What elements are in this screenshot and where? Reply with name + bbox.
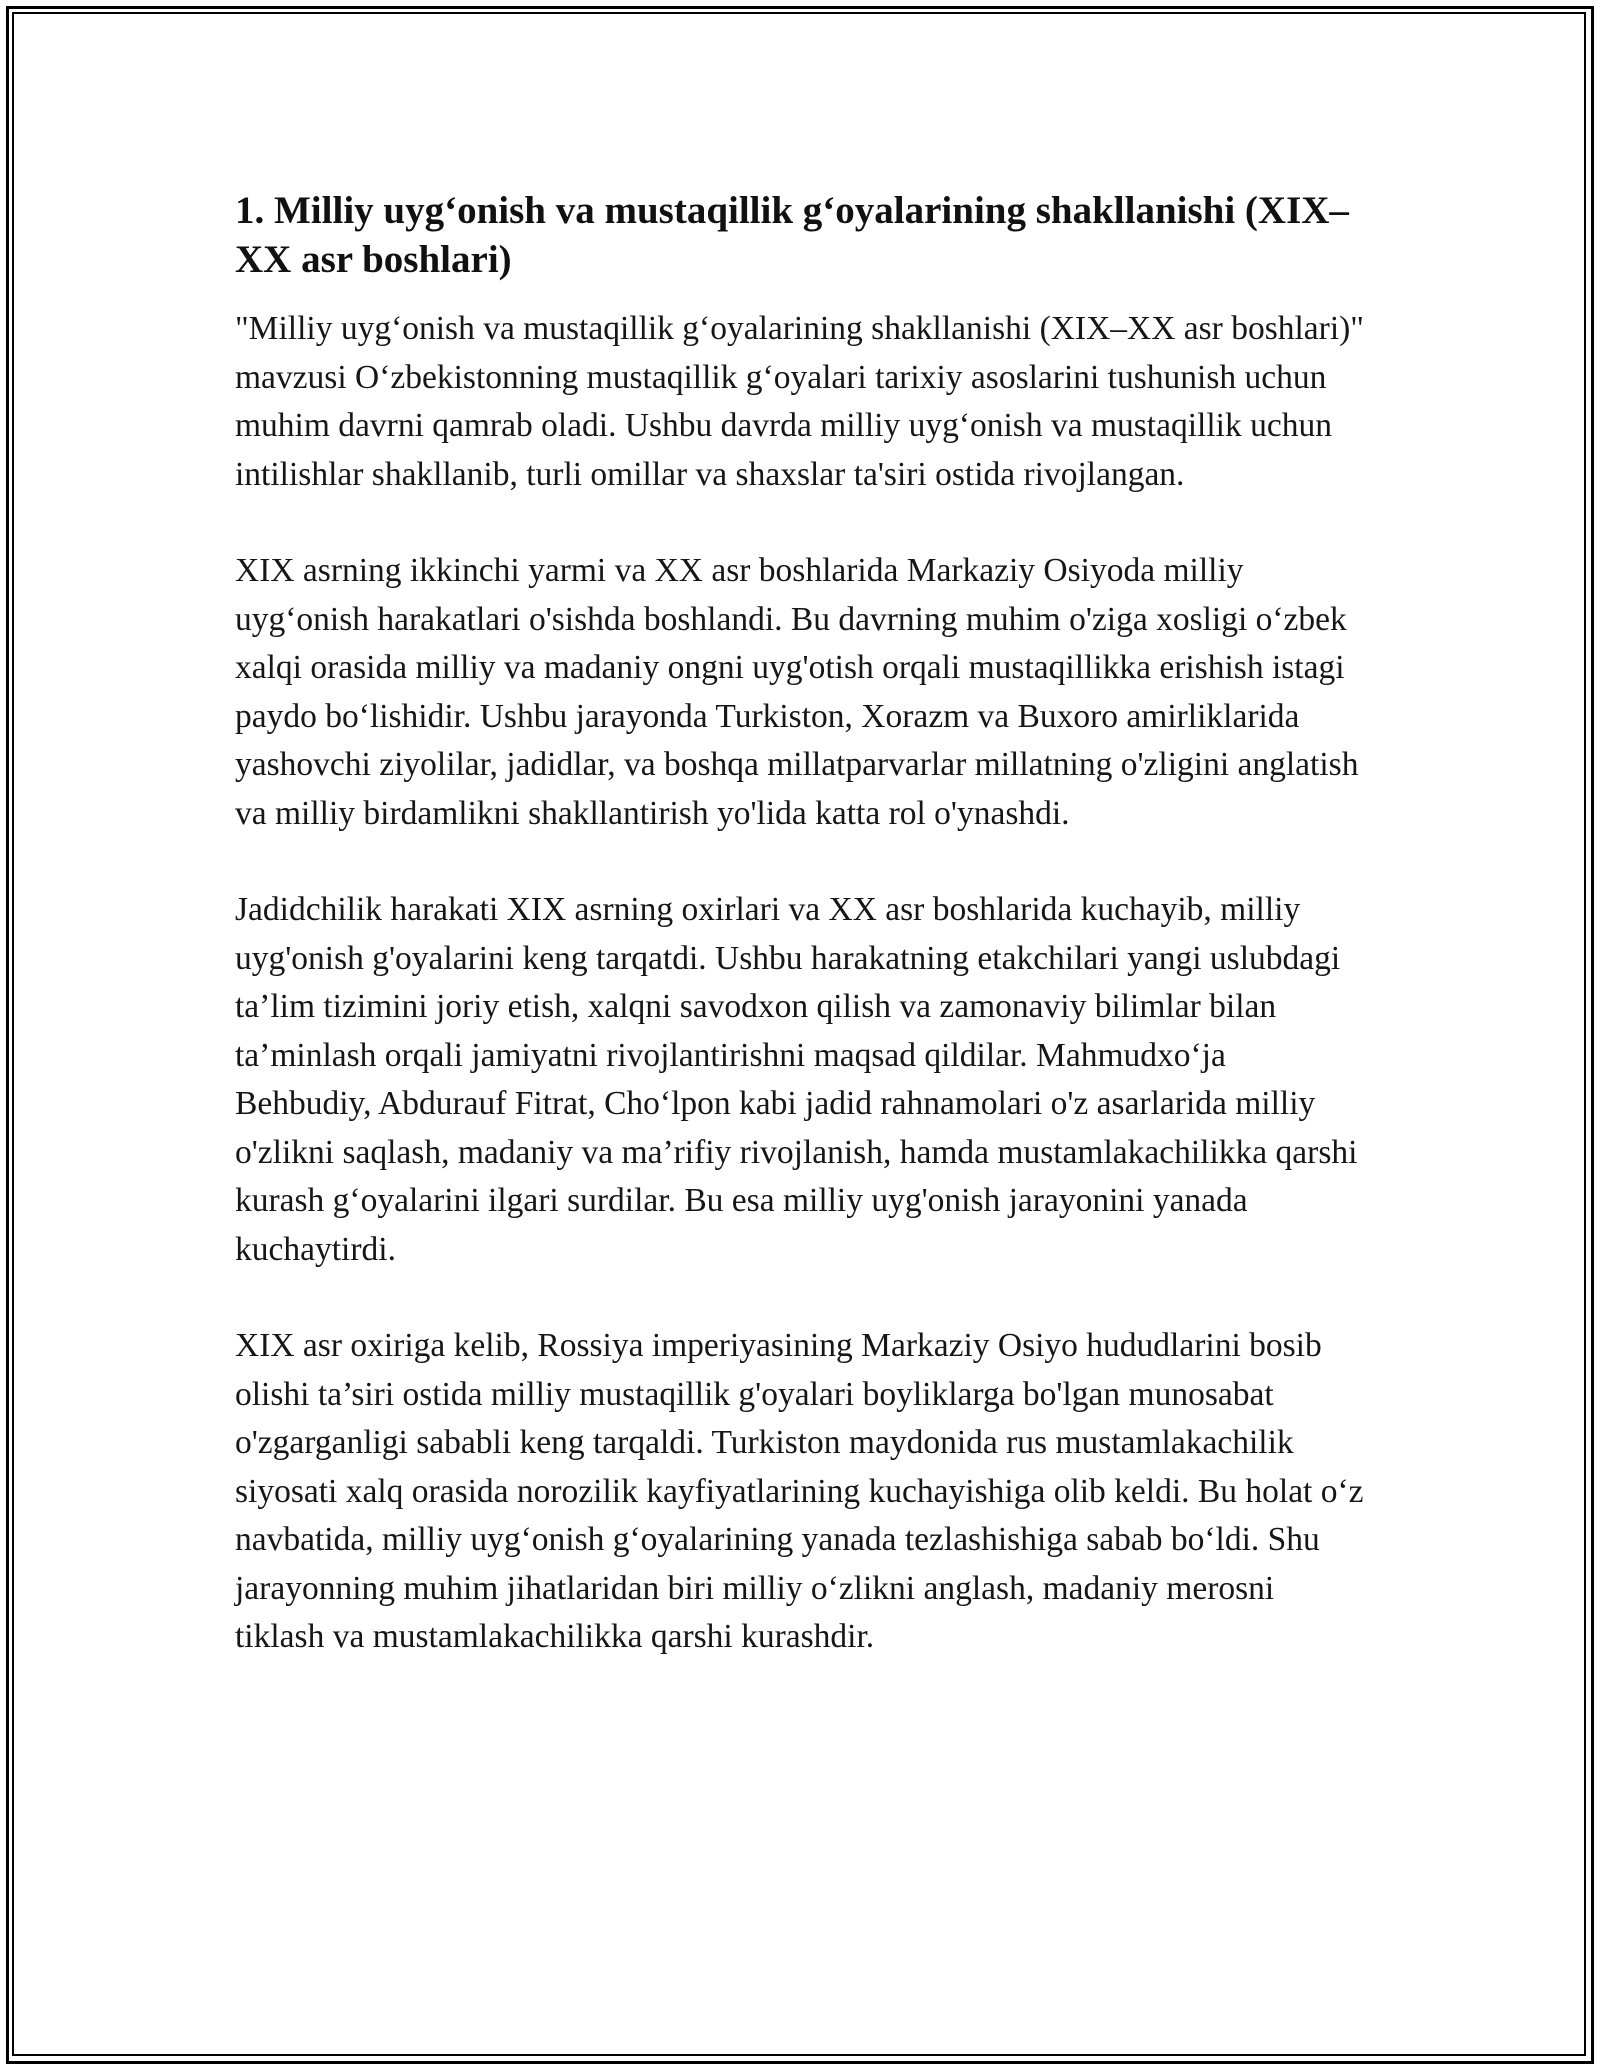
paragraph-intro: "Milliy uyg‘onish va mustaqillik g‘oyalarining shakllanishi (XIX–XX asr boshlari)" mavzusi O‘zbekistonning mustaqillik g‘oyalari tarixiy asoslarini tushunish uchun muhim davrni qamrab oladi. Ushbu davrda milliy uyg‘onish va mustaqillik uchun intilishlar shakllanib, turli omillar va shaxslar ta'siri ostida rivojlangan. xyxy=(235,310,1364,493)
document-body xyxy=(235,186,1365,1662)
section-heading: 1. Milliy uyg‘onish va mustaqillik g‘oyalarining shakllanishi (XIX–XX asr boshlari) xyxy=(235,189,1349,281)
paragraph-russian-empire: XIX asr oxiriga kelib, Rossiya imperiyasining Markaziy Osiyo hududlarini bosib olishi ta’siri ostida milliy mustaqillik g'oyalari boyliklarga bo'lgan munosabat o'zgarganligi sababli keng tarqaldi. Turkiston maydonida rus mustamlakachilik siyosati xalq orasida norozilik kayfiyatlarining kuchayishiga olib keldi. Bu holat o‘z navbatida, milliy uyg‘onish g‘oyalarining yanada tezlashishiga sabab bo‘ldi. Shu jarayonning muhim jihatlaridan biri milliy o‘zlikni anglash, madaniy merosni tiklash va mustamlakachilikka qarshi kurashdir. xyxy=(235,1327,1364,1655)
paragraph-national-awakening: XIX asrning ikkinchi yarmi va XX asr boshlarida Markaziy Osiyoda milliy uyg‘onish harakatlari o'sishda boshlandi. Bu davrning muhim o'ziga xosligi o‘zbek xalqi orasida milliy va madaniy ongni uyg'otish orqali mustaqillikka erishish istagi paydo bo‘lishidir. Ushbu jarayonda Turkiston, Xorazm va Buxoro amirliklarida yashovchi ziyolilar, jadidlar, va boshqa millatparvarlar millatning o'zligini anglatish va milliy birdamlikni shakllantirish yo'lida katta rol o'ynashdi. xyxy=(235,552,1359,832)
paragraph-jadidism: Jadidchilik harakati XIX asrning oxirlari va XX asr boshlarida kuchayib, milliy uyg'onish g'oyalarini keng tarqatdi. Ushbu harakatning etakchilari yangi uslubdagi ta’lim tizimini joriy etish, xalqni savodxon qilish va zamonaviy bilimlar bilan ta’minlash orqali jamiyatni rivojlantirishni maqsad qildilar. Mahmudxo‘ja Behbudiy, Abdurauf Fitrat, Cho‘lpon kabi jadid rahnamolari o'z asarlarida milliy o'zlikni saqlash, madaniy va ma’rifiy rivojlanish, hamda mustamlakachilikka qarshi kurash g‘oyalarini ilgari surdilar. Bu esa milliy uyg'onish jarayonini yanada kuchaytirdi. xyxy=(235,891,1358,1268)
